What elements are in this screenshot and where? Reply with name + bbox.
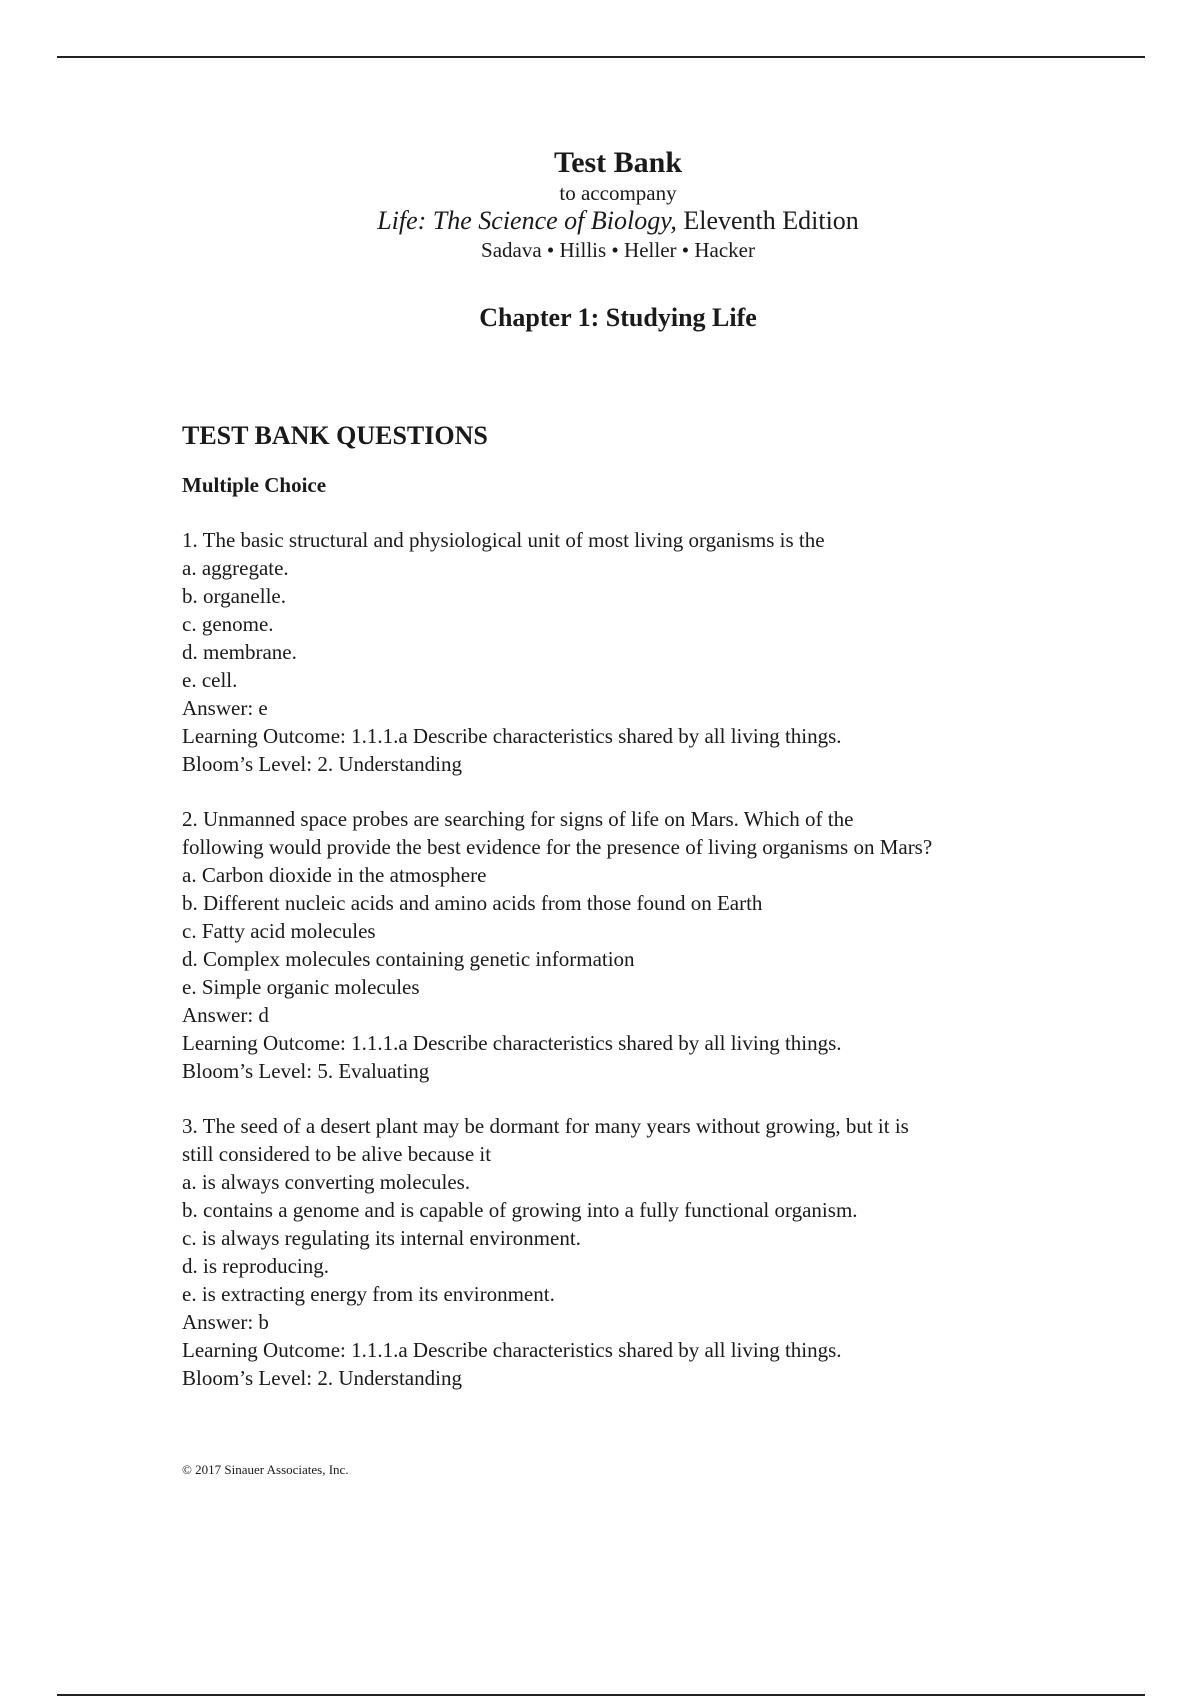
question-3 [182, 1112, 1082, 1392]
option-c: c. Fatty acid molecules [182, 919, 376, 943]
question-stem: 2. Unmanned space probes are searching for signs of life on Mars. Which of the [182, 807, 854, 831]
option-c: c. genome. [182, 612, 274, 636]
top-rule [57, 56, 1145, 58]
document-header [0, 145, 1200, 263]
learning-outcome: Learning Outcome: 1.1.1.a Describe characteristics shared by all living things. [182, 1338, 842, 1362]
blooms-level: Bloom’s Level: 2. Understanding [182, 752, 462, 776]
book-line [0, 205, 1200, 237]
question-stem-continued: still considered to be alive because it [182, 1142, 492, 1166]
copyright-footer: © 2017 Sinauer Associates, Inc. [182, 1462, 349, 1477]
book-edition: Eleventh Edition [683, 206, 859, 235]
option-a: a. aggregate. [182, 556, 289, 580]
option-a: a. is always converting molecules. [182, 1170, 471, 1194]
option-d: d. Complex molecules containing genetic information [182, 947, 635, 971]
chapter-title: Chapter 1: Studying Life [479, 303, 757, 332]
questions-section [182, 418, 1082, 1392]
bottom-rule [57, 1694, 1145, 1696]
section-heading: TEST BANK QUESTIONS [182, 421, 488, 450]
option-d: d. membrane. [182, 640, 297, 664]
option-b: b. organelle. [182, 584, 286, 608]
option-e: e. cell. [182, 668, 238, 692]
question-stem: 1. The basic structural and physiological unit of most living organisms is the [182, 528, 825, 552]
answer-line: Answer: b [182, 1310, 269, 1334]
subheading-multiple-choice: Multiple Choice [182, 473, 327, 497]
accompany-line: to accompany [559, 181, 677, 205]
authors-line: Sadava • Hillis • Heller • Hacker [481, 238, 755, 262]
learning-outcome: Learning Outcome: 1.1.1.a Describe characteristics shared by all living things. [182, 724, 842, 748]
option-b: b. Different nucleic acids and amino acids from those found on Earth [182, 891, 763, 915]
option-e: e. is extracting energy from its environment. [182, 1282, 555, 1306]
book-title: Life: The Science of Biology, [377, 206, 677, 235]
question-2 [182, 805, 1082, 1085]
option-c: c. is always regulating its internal environment. [182, 1226, 581, 1250]
option-b: b. contains a genome and is capable of growing into a fully functional organism. [182, 1198, 858, 1222]
blooms-level: Bloom’s Level: 2. Understanding [182, 1366, 462, 1390]
question-1 [182, 526, 1082, 778]
document-title: Test Bank [553, 146, 683, 179]
blooms-level: Bloom’s Level: 5. Evaluating [182, 1059, 430, 1083]
answer-line: Answer: d [182, 1003, 269, 1027]
learning-outcome: Learning Outcome: 1.1.1.a Describe characteristics shared by all living things. [182, 1031, 842, 1055]
answer-line: Answer: e [182, 696, 268, 720]
option-e: e. Simple organic molecules [182, 975, 420, 999]
question-stem: 3. The seed of a desert plant may be dormant for many years without growing, but it is [182, 1114, 909, 1138]
question-stem-continued: following would provide the best evidence for the presence of living organisms on Mars? [182, 835, 933, 859]
option-a: a. Carbon dioxide in the atmosphere [182, 863, 487, 887]
option-d: d. is reproducing. [182, 1254, 329, 1278]
